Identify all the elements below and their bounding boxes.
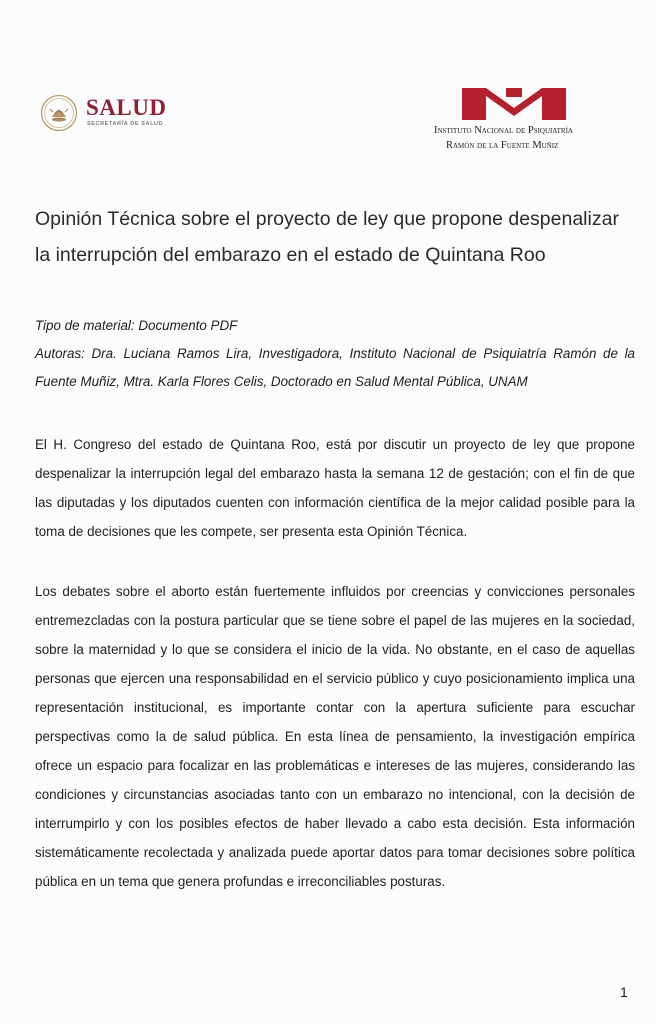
inp-emblem-icon <box>462 88 566 120</box>
institute-logo <box>430 88 630 158</box>
body-paragraph-2: Los debates sobre el aborto están fuertemente influidos por creencias y convicciones personales entremezcladas con la postura particular que se tiene sobre el papel de las mujeres en la sociedad, sobre la maternidad y lo que se considera el inicio de la vida. No obstante, en el caso de aquellas personas que ejercen una responsabilidad en el servicio público y cuyo posicionamiento implica una representación institucional, es importante contar con la apertura suficiente para escuchar perspectivas como la de salud pública. En esta línea de pensamiento, la investigación empírica ofrece un espacio para focalizar en las problemáticas e intereses de las mujeres, considerando las condiciones y circunstancias asociadas tanto con un embarazo no intencional, con la decisión de interrumpirlo y con los posibles efectos de haber llevado a cabo esta decisión. Esta información sistemáticamente recolectada y analizada puede aportar datos para tomar decisiones sobre política pública en un tema que genera profundas e irreconciliables posturas. <box>35 584 635 889</box>
salud-wordmark: SALUD <box>86 95 167 120</box>
document-meta <box>35 312 635 396</box>
institute-name-line1: Instituto Nacional de Psiquiatría <box>434 125 573 136</box>
authors: Autoras: Dra. Luciana Ramos Lira, Investigadora, Instituto Nacional de Psiquiatría Ramón de la Fuente Muñiz, Mtra. Karla Flores Celis, Doctorado en Salud Mental Pública, UNAM <box>35 346 635 389</box>
page-number: 1 <box>620 984 628 1000</box>
institute-name-line2: Ramón de la Fuente Muñiz <box>446 140 559 151</box>
mexico-coat-of-arms-icon <box>40 94 78 132</box>
body-paragraph-1: El H. Congreso del estado de Quintana Roo, está por discutir un proyecto de ley que propone despenalizar la interrupción legal del embarazo hasta la semana 12 de gestación; con el fin de que las diputadas y los diputados cuenten con información científica de la mejor calidad posible para la toma de decisiones que les compete, ser presenta esta Opinión Técnica. <box>35 437 635 539</box>
material-type: Tipo de material: Documento PDF <box>35 318 238 333</box>
salud-logo <box>40 94 190 134</box>
document-title: Opinión Técnica sobre el proyecto de ley que propone despenalizar la interrupción del embarazo en el estado de Quintana Roo <box>35 208 619 266</box>
salud-subtitle: SECRETARÍA DE SALUD <box>87 121 164 127</box>
